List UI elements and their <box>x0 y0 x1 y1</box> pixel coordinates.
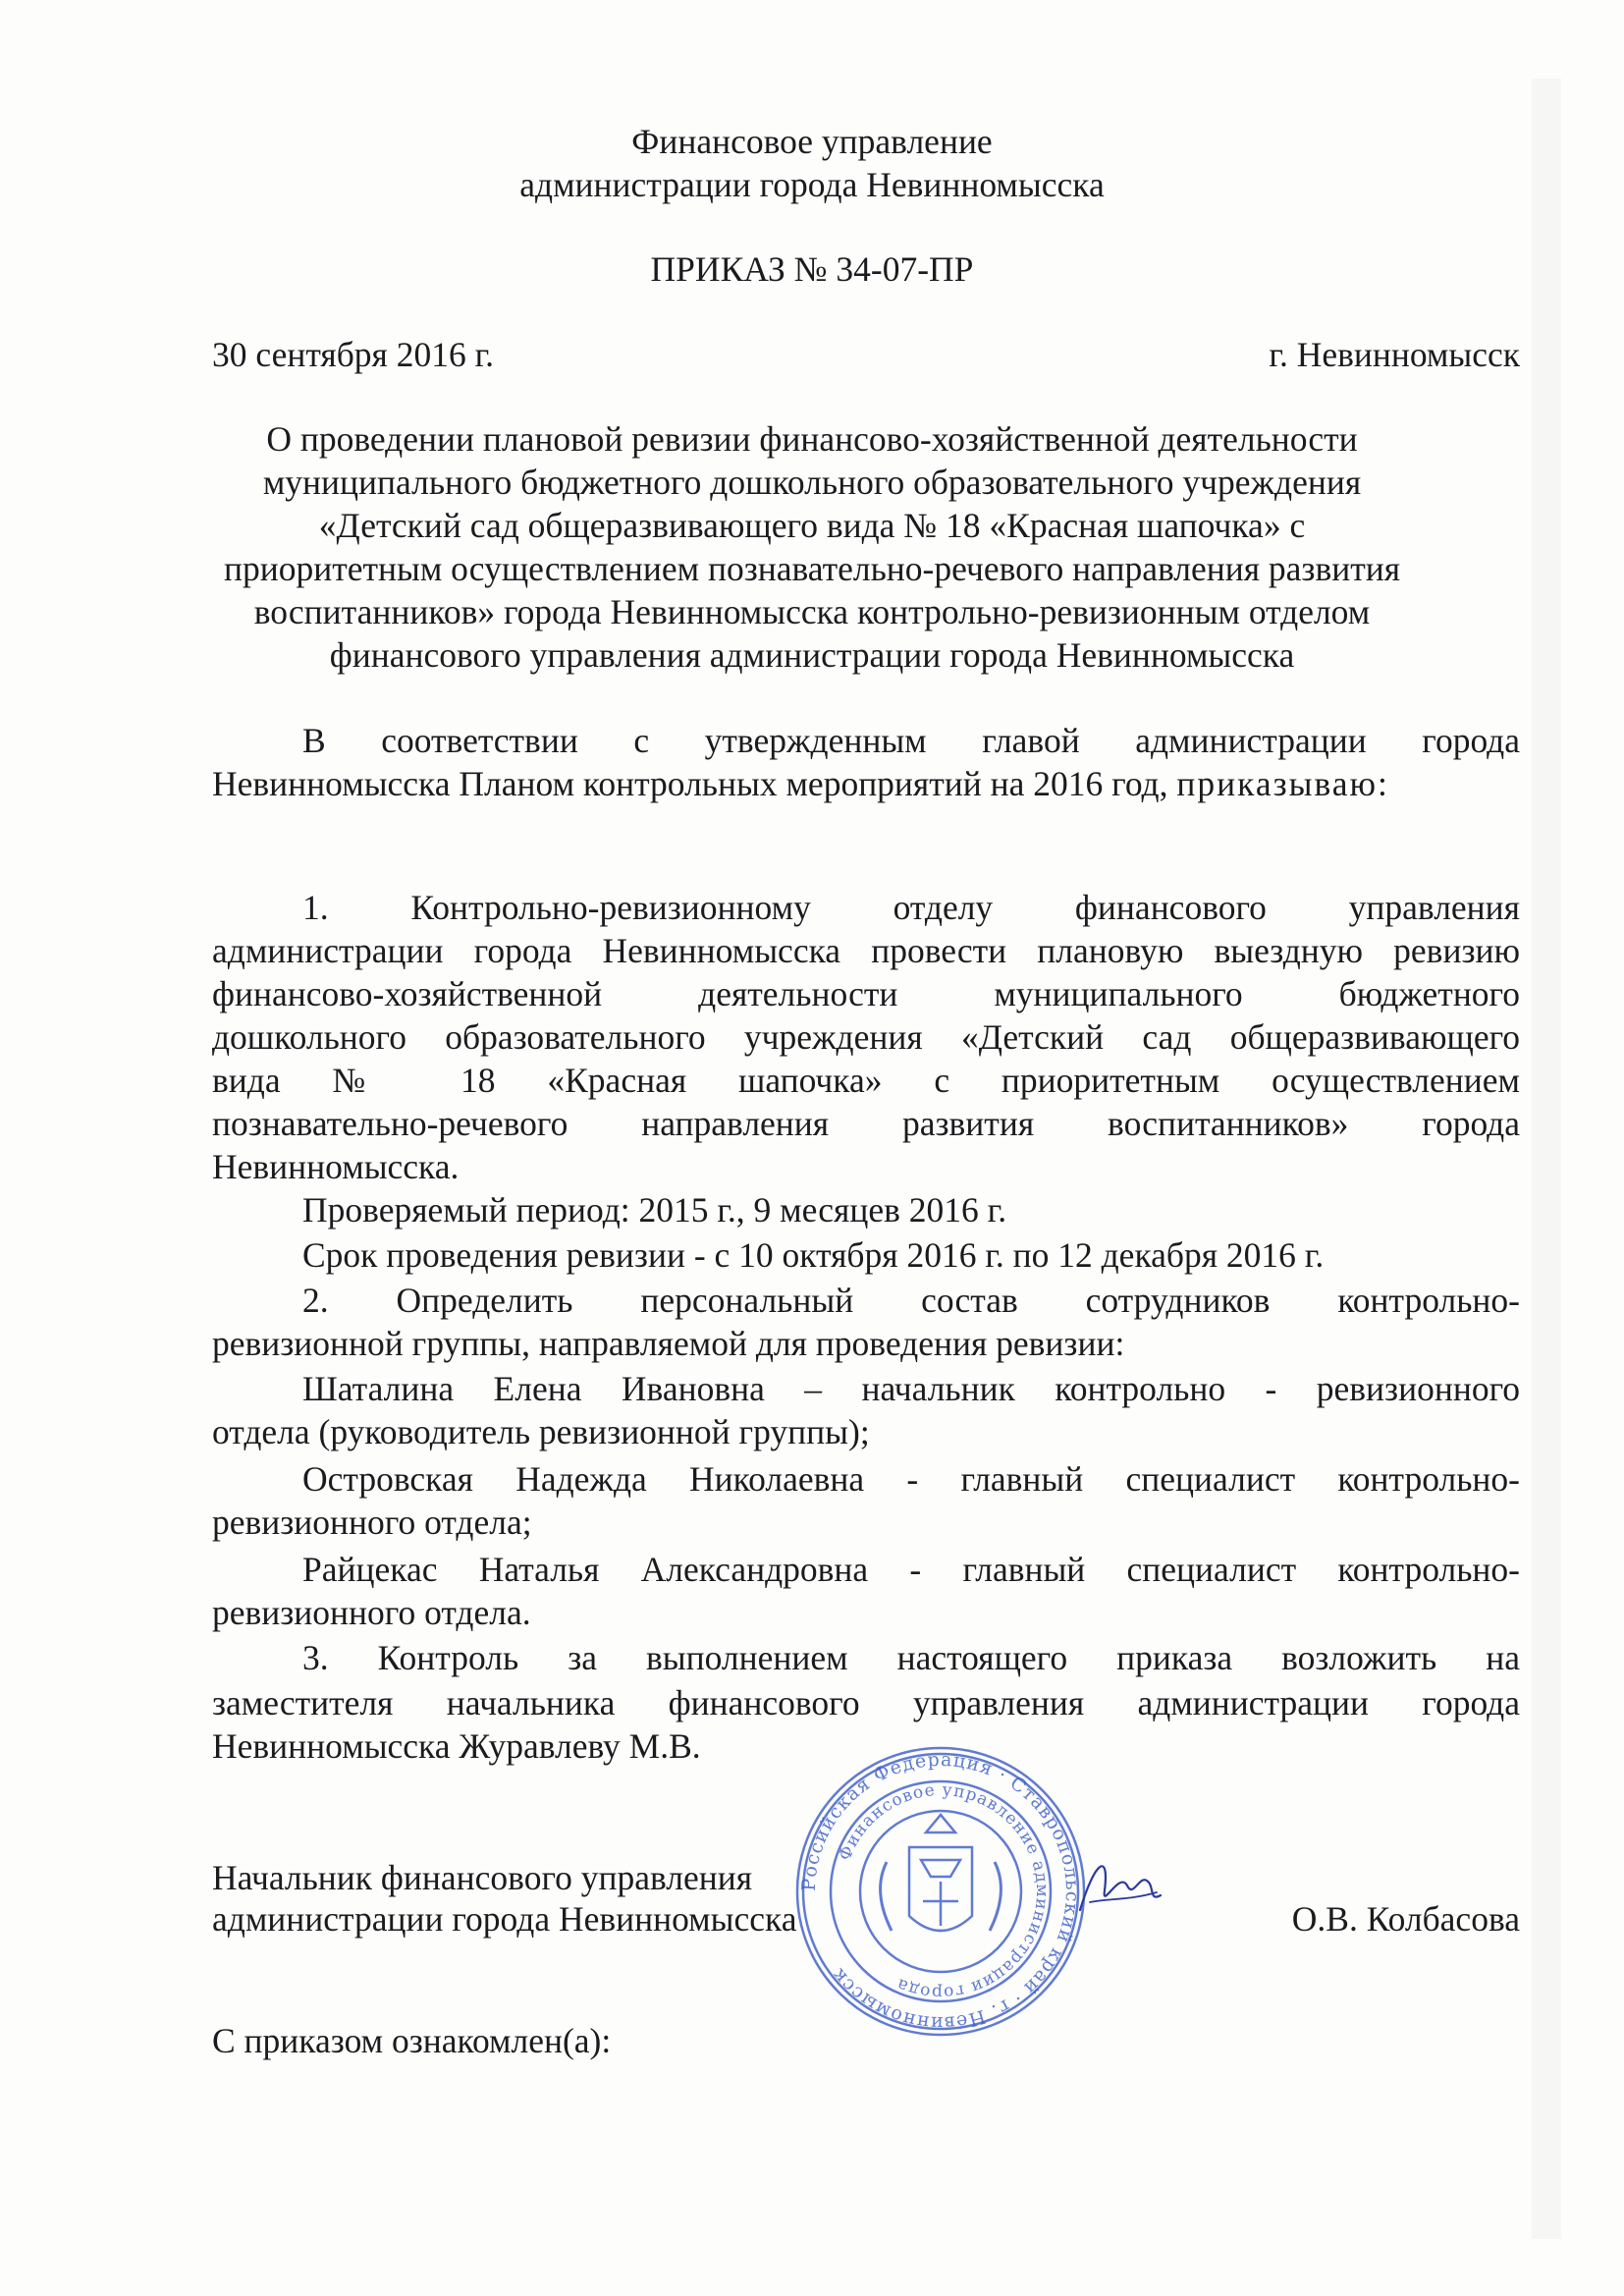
item1-line-7: Невинномысска. <box>212 1147 460 1186</box>
item1-period: Проверяемый период: 2015 г., 9 месяцев 2016 г. <box>302 1190 1007 1230</box>
order-title: ПРИКАЗ № 34-07-ПР <box>650 249 974 289</box>
order-date: 30 сентября 2016 г. <box>212 335 495 374</box>
item3-line-3: Невинномысска Журавлеву М.В. <box>212 1726 701 1766</box>
item1-line-5: вида № 18 «Красная шапочка» с приоритетным осуществлением <box>212 1061 1520 1100</box>
item1-line-4: дошкольного образовательного учреждения «Детский сад общеразвивающего <box>212 1017 1520 1057</box>
member-3-line-2: ревизионного отдела. <box>212 1593 531 1632</box>
preamble-line-2 <box>212 762 1389 805</box>
official-seal-stamp <box>793 1744 1088 2039</box>
member-1-line-2: отдела (руководитель ревизионной группы); <box>212 1412 870 1451</box>
item1-line-1: 1. Контрольно-ревизионному отделу финансового управления <box>302 888 1520 927</box>
subject-line-5: воспитанников» города Невинномысска контрольно-ревизионным отделом <box>253 592 1371 631</box>
member-2-line-1: Островская Надежда Николаевна - главный специалист контрольно- <box>302 1459 1520 1499</box>
subject-line-4: приоритетным осуществлением познавательно-речевого направления развития <box>223 549 1401 588</box>
subject-line-1: О проведении плановой ревизии финансово-хозяйственной деятельности <box>266 419 1358 459</box>
stamp-inner-text: Финансовое управление администрации города <box>835 1779 1053 2003</box>
signatory-name: О.В. Колбасова <box>1291 1899 1520 1939</box>
scan-shadow <box>1532 79 1561 2239</box>
subject-line-2: муниципального бюджетного дошкольного образовательного учреждения <box>262 463 1362 502</box>
signatory-position-1: Начальник финансового управления <box>212 1858 753 1897</box>
item3-line-1: 3. Контроль за выполнением настоящего приказа возложить на <box>302 1638 1520 1677</box>
subject-line-3: «Детский сад общеразвивающего вида № 18 «Красная шапочка» с <box>318 506 1306 545</box>
acknowledgement-label: С приказом ознакомлен(а): <box>212 2021 612 2060</box>
preamble-text: Невинномысска Планом контрольных мероприятий на 2016 год, <box>212 764 1168 803</box>
preamble-verb: приказываю: <box>1176 764 1389 803</box>
item1-line-2: администрации города Невинномысска провести плановую выездную ревизию <box>212 931 1520 970</box>
item2-line-2: ревизионной группы, направляемой для проведения ревизии: <box>212 1324 1125 1363</box>
member-2-line-2: ревизионного отдела; <box>212 1503 532 1542</box>
order-city: г. Невинномысск <box>1269 335 1520 374</box>
org-line-2: администрации города Невинномысска <box>519 165 1105 204</box>
item1-line-6: познавательно-речевого направления развития воспитанников» города <box>212 1104 1520 1143</box>
member-1-line-1: Шаталина Елена Ивановна – начальник контрольно - ревизионного <box>302 1369 1520 1408</box>
handwritten-signature <box>1070 1841 1168 1930</box>
item2-line-1: 2. Определить персональный состав сотрудников контрольно- <box>302 1281 1520 1320</box>
signatory-position-2: администрации города Невинномысска <box>212 1899 797 1939</box>
org-line-1: Финансовое управление <box>631 122 993 161</box>
subject-line-6: финансового управления администрации города Невинномысска <box>329 635 1295 675</box>
item1-term: Срок проведения ревизии - с 10 октября 2016 г. по 12 декабря 2016 г. <box>302 1235 1325 1275</box>
item3-line-2: заместителя начальника финансового управления администрации города <box>212 1683 1520 1722</box>
stamp-outer-text: Российская Федерация · Ставропольский край · г. Невинномысск <box>797 1748 1084 2035</box>
preamble-line-1: В соответствии с утвержденным главой администрации города <box>302 721 1520 760</box>
item1-line-3: финансово-хозяйственной деятельности муниципального бюджетного <box>212 974 1520 1013</box>
member-3-line-1: Райцекас Наталья Александровна - главный специалист контрольно- <box>302 1550 1520 1589</box>
